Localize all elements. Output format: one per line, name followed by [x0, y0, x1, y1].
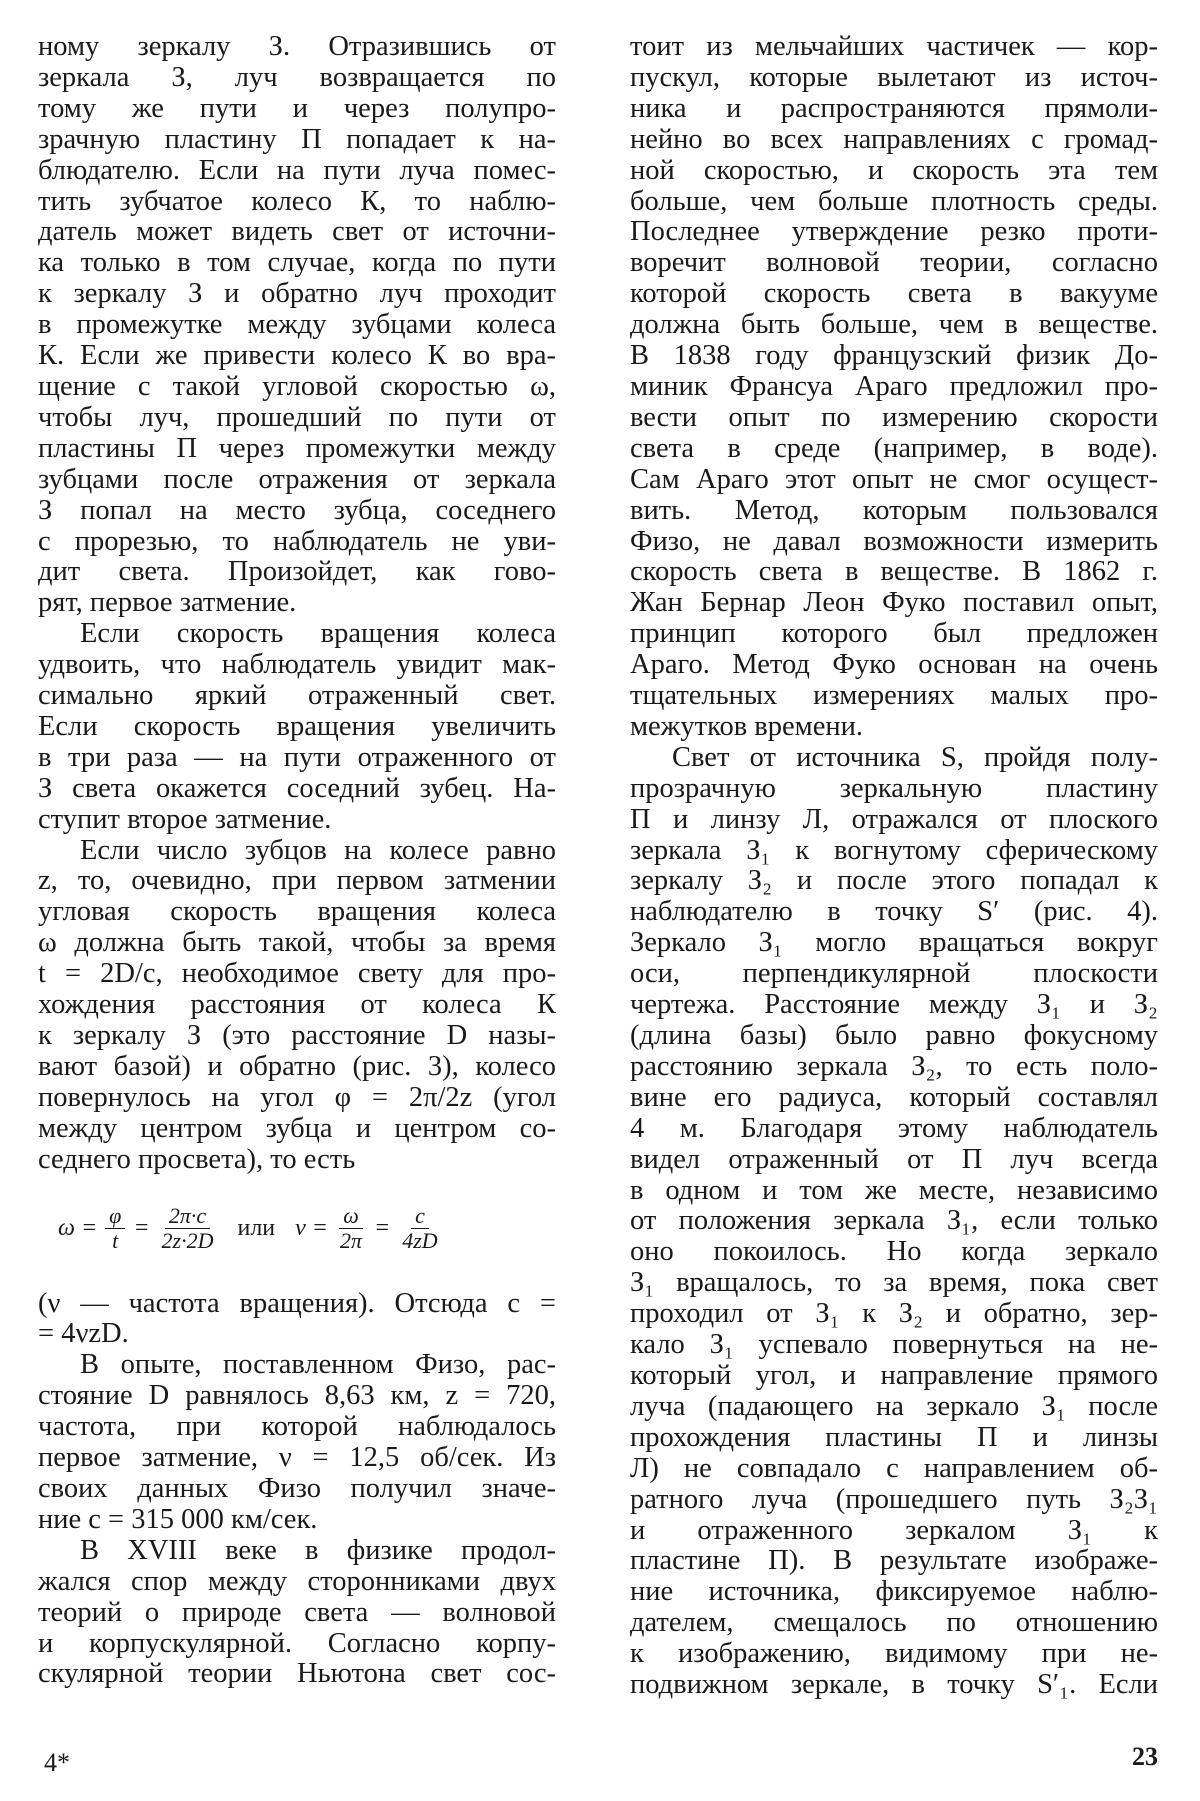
formula-fraction-2-numerator: 2π·c — [165, 1204, 210, 1229]
text-line: который угол, и направление прямого — [630, 1360, 1158, 1391]
text-line: пускул, которые вылетают из источ- — [630, 62, 1158, 93]
formula-fraction-3-numerator: ω — [339, 1204, 363, 1229]
text-line: должна быть больше, чем в веществе. — [630, 310, 1158, 341]
text-line: ному зеркалу З. Отразившись от — [38, 32, 556, 62]
text-line: Последнее утверждение резко проти- — [630, 217, 1158, 248]
signature-mark: 4* — [44, 1748, 70, 1777]
text-line: скулярной теории Ньютона свет сос- — [38, 1659, 556, 1690]
text-line: Если скорость вращения колеса — [80, 619, 556, 650]
paragraph-6 — [38, 1536, 556, 1691]
text-line: Физо, не давал возможности измерить — [630, 526, 1158, 557]
formula-equals-2: = — [374, 1214, 391, 1241]
text-line: вине его радиуса, который составлял — [630, 1082, 1158, 1113]
text-line: ратного луча (прошедшего путь З₂З₁ — [630, 1484, 1158, 1515]
formula-fraction-4 — [398, 1204, 441, 1253]
text-line: к зеркалу З (это расстояние D назы- — [38, 1021, 556, 1051]
text-line: света в среде (например, в воде). — [630, 433, 1158, 464]
text-line: = 4νzD. — [38, 1319, 129, 1350]
formula-fraction-4-denominator: 4zD — [402, 1227, 438, 1253]
paragraph-2 — [38, 619, 556, 835]
text-line: Зеркало З₁ могло вращаться вокруг — [630, 928, 1158, 959]
formula-fraction-2-denominator: 2z·2D — [161, 1227, 214, 1253]
text-line: хождения расстояния от колеса К — [38, 990, 556, 1021]
text-line: в одном и том же месте, независимо — [630, 1175, 1158, 1206]
text-line: З света окажется соседний зубец. На- — [38, 773, 556, 804]
text-line: в три раза — на пути отраженного от — [38, 742, 556, 773]
text-line: которой скорость света в вакууме — [630, 279, 1158, 310]
text-line: расстоянию зеркала З₂, то есть поло- — [630, 1051, 1158, 1082]
text-line: и корпускулярной. Согласно корпу- — [38, 1628, 556, 1659]
text-line: скорость света в веществе. В 1862 г. — [630, 557, 1158, 588]
formula-fraction-1 — [105, 1204, 125, 1253]
paragraph-7 — [630, 32, 1158, 743]
paragraph-5 — [38, 1350, 556, 1535]
text-line: В 1838 году французский физик До- — [630, 341, 1158, 372]
formula-omega-lhs: ω = — [58, 1214, 98, 1241]
formula-fraction-2 — [158, 1204, 218, 1253]
formula-fraction-4-numerator: c — [411, 1204, 429, 1229]
text-line: своих данных Физо получил значе- — [38, 1473, 556, 1504]
text-line: оси, перпендикулярной плоскости — [630, 959, 1158, 990]
text-line: принцип которого был предложен — [630, 619, 1158, 650]
text-line: воречит волновой теории, согласно — [630, 248, 1158, 279]
text-line: ω должна быть такой, чтобы за время — [38, 928, 556, 959]
text-line: между центром зубца и центром со- — [38, 1113, 556, 1144]
text-line: прохождения пластины П и линзы — [630, 1422, 1158, 1453]
text-line: В опыте, поставленном Физо, рас- — [80, 1350, 556, 1381]
formula-fraction-1-numerator: φ — [105, 1204, 125, 1229]
right-column — [630, 32, 1158, 1701]
paragraph-3 — [38, 836, 556, 1176]
text-line: в промежутке между зубцами колеса — [38, 310, 556, 341]
text-line: нейно во всех направлениях с громад- — [630, 124, 1158, 155]
text-line: проходил от З₁ к З₂ и обратно, зер- — [630, 1299, 1158, 1330]
text-line: ной скоростью, и скорость эта тем — [630, 155, 1158, 186]
text-line: Л) не совпадало с направлением об- — [630, 1453, 1158, 1484]
paragraph-4 — [38, 1289, 556, 1351]
text-line: ника и распространяются прямоли- — [630, 93, 1158, 124]
text-line: от положения зеркала З₁, если только — [630, 1206, 1158, 1237]
text-line: зеркала З, луч возвращается по — [38, 62, 556, 93]
text-line: пластины П через промежутки между — [38, 433, 556, 464]
text-line: Сам Араго этот опыт не смог осущест- — [630, 464, 1158, 495]
text-line: ступит второе затмение. — [38, 804, 332, 835]
formula-fraction-3-denominator: 2π — [340, 1227, 363, 1253]
text-line: чтобы луч, прошедший по пути от — [38, 402, 556, 433]
left-column — [38, 32, 556, 1690]
paragraph-1 — [38, 32, 556, 619]
text-line: зрачную пластину П попадает к на- — [38, 124, 556, 155]
text-line: прозрачную зеркальную пластину — [630, 773, 1158, 804]
text-line: t = 2D/c, необходимое свету для про- — [38, 959, 556, 990]
text-line: и отраженного зеркалом З₁ к — [630, 1515, 1158, 1546]
text-line: рят, первое затмение. — [38, 588, 297, 619]
formula-nu-lhs: ν = — [295, 1214, 328, 1241]
text-line: симально яркий отраженный свет. — [38, 681, 556, 712]
text-line: Араго. Метод Фуко основан на очень — [630, 650, 1158, 681]
formula — [58, 1204, 556, 1253]
text-line: Свет от источника S, пройдя полу- — [672, 742, 1158, 773]
text-line: П и линзу Л, отражался от плоского — [630, 804, 1158, 835]
text-line: тоит из мельчайших частичек — кор- — [630, 32, 1158, 62]
text-line: щение с такой угловой скоростью ω, — [38, 371, 556, 402]
text-line: подвижном зеркале, в точку S′₁. Если — [630, 1670, 1158, 1701]
page-number: 23 — [1132, 1742, 1158, 1771]
text-line: первое затмение, ν = 12,5 об/сек. Из — [38, 1443, 556, 1474]
text-line: (длина базы) было равно фокусному — [630, 1021, 1158, 1051]
text-line: Если число зубцов на колесе равно — [80, 835, 556, 866]
text-line: К. Если же привести колесо К во вра- — [38, 341, 556, 372]
text-line: стояние D равнялось 8,63 км, z = 720, — [38, 1381, 556, 1412]
text-line: дит света. Произойдет, как гово- — [38, 557, 556, 588]
text-line: пластине П). В результате изображе- — [630, 1546, 1158, 1577]
text-line: Если скорость вращения увеличить — [38, 711, 556, 742]
text-line: (ν — частота вращения). Отсюда c = — [38, 1288, 556, 1319]
text-line: тщательных измерениях малых про- — [630, 681, 1158, 712]
text-line: тому же пути и через полупро- — [38, 93, 556, 124]
text-line: ние c = 315 000 км/сек. — [38, 1504, 318, 1535]
text-line: кало З₁ успевало повернуться на не- — [630, 1330, 1158, 1361]
text-line: z, то, очевидно, при первом затмении — [38, 866, 556, 897]
text-line: зеркалу З₂ и после этого попадал к — [630, 866, 1158, 897]
text-line: межутков времени. — [630, 711, 863, 742]
text-line: зеркала З₁ к вогнутому сферическому — [630, 835, 1158, 866]
text-line: повернулось на угол φ = 2π/2z (угол — [38, 1082, 556, 1113]
text-line: удвоить, что наблюдатель увидит мак- — [38, 650, 556, 681]
text-line: миник Франсуа Араго предложил про- — [630, 371, 1158, 402]
text-line: к изображению, видимому при не- — [630, 1639, 1158, 1670]
text-line: ка только в том случае, когда по пути — [38, 248, 556, 279]
text-line: датель может видеть свет от источни- — [38, 217, 556, 248]
text-line: З попал на место зубца, соседнего — [38, 495, 556, 526]
text-line: с прорезью, то наблюдатель не уви- — [38, 526, 556, 557]
text-line: 4 м. Благодаря этому наблюдатель — [630, 1113, 1158, 1144]
text-line: луча (падающего на зеркало З₁ после — [630, 1391, 1158, 1422]
text-line: В XVIII веке в физике продол- — [80, 1535, 556, 1566]
text-line: Жан Бернар Леон Фуко поставил опыт, — [630, 588, 1158, 619]
formula-or-word: или — [237, 1214, 276, 1241]
text-line: вести опыт по измерению скорости — [630, 402, 1158, 433]
text-line: чертежа. Расстояние между З₁ и З₂ — [630, 990, 1158, 1021]
paragraph-8 — [630, 743, 1158, 1701]
text-line: седнего просвета), то есть — [38, 1144, 356, 1175]
text-line: ние источника, фиксируемое наблю- — [630, 1577, 1158, 1608]
text-line: вают базой) и обратно (рис. 3), колесо — [38, 1051, 556, 1082]
text-line: больше, чем больше плотность среды. — [630, 186, 1158, 217]
text-line: жался спор между сторонниками двух — [38, 1566, 556, 1597]
formula-equals-1: = — [133, 1214, 150, 1241]
text-line: теорий о природе света — волновой — [38, 1597, 556, 1628]
text-line: зубцами после отражения от зеркала — [38, 464, 556, 495]
text-line: к зеркалу З и обратно луч проходит — [38, 279, 556, 310]
formula-fraction-1-denominator: t — [112, 1227, 119, 1253]
text-line: частота, при которой наблюдалось — [38, 1412, 556, 1443]
text-line: оно покоилось. Но когда зеркало — [630, 1237, 1158, 1268]
text-line: видел отраженный от П луч всегда — [630, 1144, 1158, 1175]
text-line: блюдателю. Если на пути луча помес- — [38, 155, 556, 186]
text-line: тить зубчатое колесо К, то наблю- — [38, 186, 556, 217]
text-line: вить. Метод, которым пользовался — [630, 495, 1158, 526]
formula-fraction-3 — [336, 1204, 366, 1253]
text-line: угловая скорость вращения колеса — [38, 897, 556, 928]
text-line: наблюдателю в точку S′ (рис. 4). — [630, 897, 1158, 928]
text-line: дателем, смещалось по отношению — [630, 1608, 1158, 1639]
text-line: З₁ вращалось, то за время, пока свет — [630, 1268, 1158, 1299]
